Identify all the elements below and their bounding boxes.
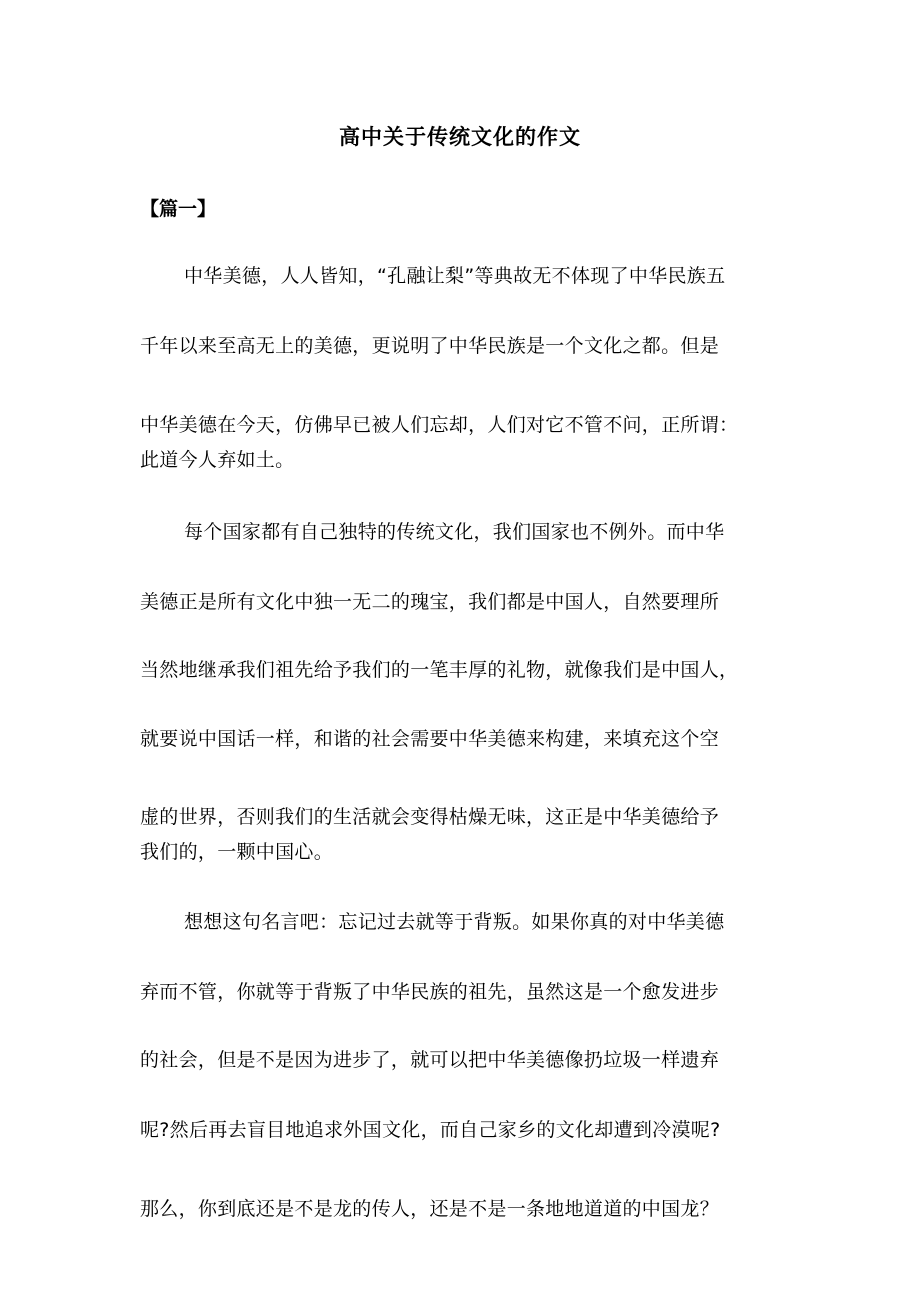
paragraph-1-line-3: 中华美德在今天，仿佛早已被人们忘却，人们对它不管不问，正所谓：: [140, 414, 739, 436]
paragraph-1-line-1: 中华美德，人人皆知，“孔融让梨”等典故无不体现了中华民族五: [184, 265, 726, 287]
paragraph-1-line-4: 此道今人弃如土。: [140, 449, 295, 471]
paragraph-1-line-2: 千年以来至高无上的美德，更说明了中华民族是一个文化之都。但是: [140, 335, 720, 357]
paragraph-2-line-3: 当然地继承我们祖先给予我们的一笔丰厚的礼物，就像我们是中国人，: [140, 659, 739, 681]
section-label: 【篇一】: [140, 198, 217, 220]
paragraph-2-line-5: 虚的世界，否则我们的生活就会变得枯燥无味，这正是中华美德给予: [140, 806, 720, 828]
paragraph-3-line-5: 那么，你到底还是不是龙的传人，还是不是一条地地道道的中国龙？: [140, 1198, 720, 1220]
document-title: 高中关于传统文化的作文: [339, 125, 581, 149]
paragraph-2-line-1: 每个国家都有自己独特的传统文化，我们国家也不例外。而中华: [184, 521, 725, 543]
paragraph-3-line-3: 的社会，但是不是因为进步了，就可以把中华美德像扔垃圾一样遗弃: [140, 1049, 720, 1071]
paragraph-3-line-2: 弃而不管，你就等于背叛了中华民族的祖先，虽然这是一个愈发进步: [140, 981, 720, 1003]
paragraph-2-line-6: 我们的，一颗中国心。: [140, 841, 334, 863]
paragraph-3-line-1: 想想这句名言吧：忘记过去就等于背叛。如果你真的对中华美德: [184, 911, 725, 933]
paragraph-2-line-4: 就要说中国话一样，和谐的社会需要中华美德来构建，来填充这个空: [140, 728, 720, 750]
paragraph-3-line-4: 呢?然后再去盲目地追求外国文化，而自己家乡的文化却遭到冷漠呢?: [140, 1119, 721, 1141]
paragraph-2-line-2: 美德正是所有文化中独一无二的瑰宝，我们都是中国人，自然要理所: [140, 591, 720, 613]
